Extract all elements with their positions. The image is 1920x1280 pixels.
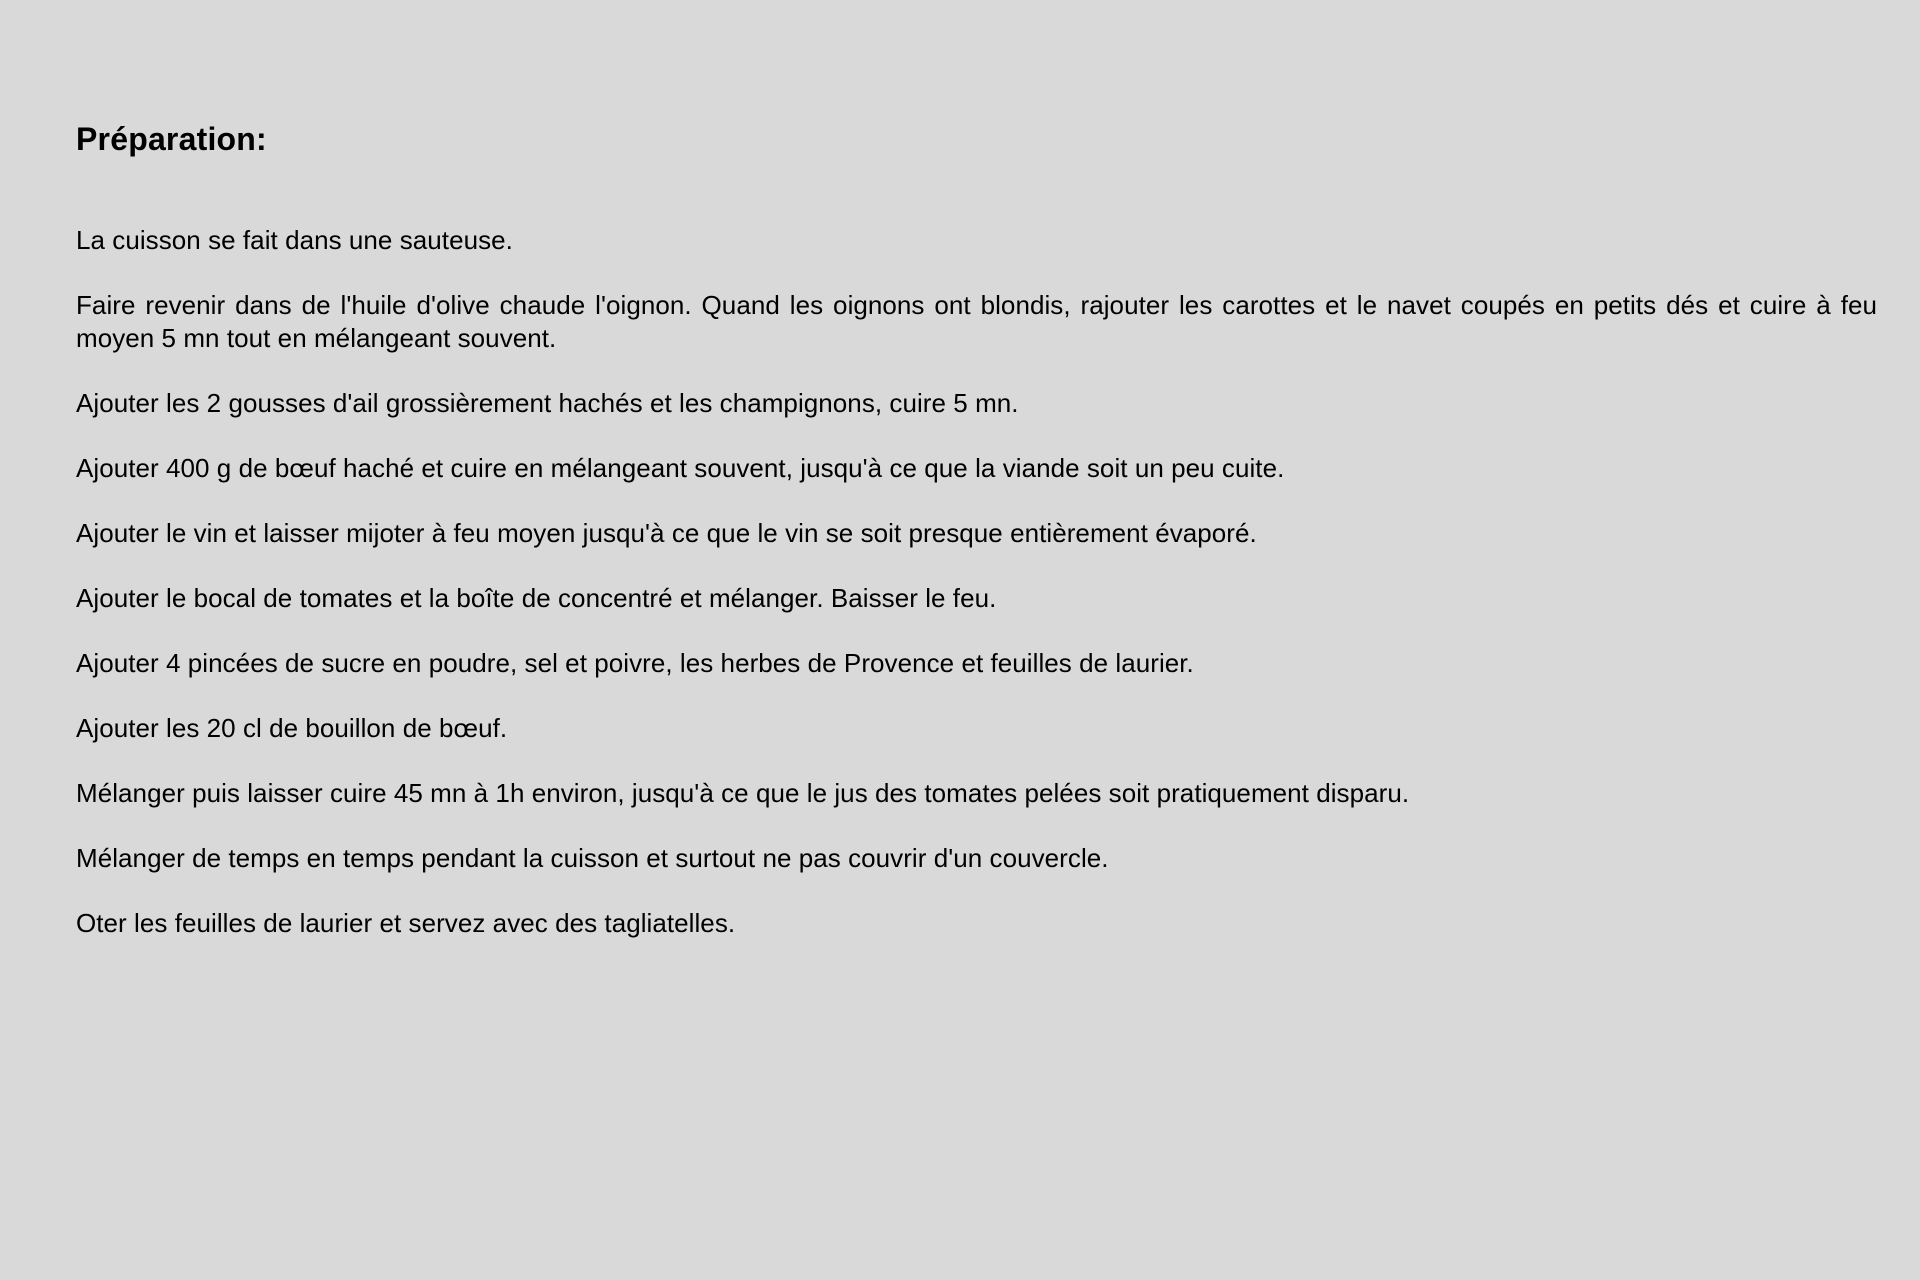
step-paragraph-6: Ajouter le bocal de tomates et la boîte de concentré et mélanger. Baisser le feu. xyxy=(76,583,997,613)
step-paragraph-10: Mélanger de temps en temps pendant la cuisson et surtout ne pas couvrir d'un couvercle. xyxy=(76,843,1109,873)
step-paragraph-2: Faire revenir dans de l'huile d'olive chaude l'oignon. Quand les oignons ont blondis, rajouter les carottes et le navet coupés en petits dés et cuire à feu moyen 5 mn tout en mélangeant souvent. xyxy=(76,290,1877,353)
step-paragraph-1: La cuisson se fait dans une sauteuse. xyxy=(76,225,513,255)
step-paragraph-8: Ajouter les 20 cl de bouillon de bœuf. xyxy=(76,713,508,743)
step-paragraph-9: Mélanger puis laisser cuire 45 mn à 1h environ, jusqu'à ce que le jus des tomates pelées soit pratiquement disparu. xyxy=(76,778,1410,808)
page-title: Préparation: xyxy=(76,121,267,157)
step-paragraph-7: Ajouter 4 pincées de sucre en poudre, sel et poivre, les herbes de Provence et feuilles de laurier. xyxy=(76,648,1194,678)
step-paragraph-4: Ajouter 400 g de bœuf haché et cuire en mélangeant souvent, jusqu'à ce que la viande soit un peu cuite. xyxy=(76,453,1285,483)
step-paragraph-3: Ajouter les 2 gousses d'ail grossièrement hachés et les champignons, cuire 5 mn. xyxy=(76,388,1019,418)
step-paragraph-11: Oter les feuilles de laurier et servez avec des tagliatelles. xyxy=(76,908,736,938)
step-paragraph-5: Ajouter le vin et laisser mijoter à feu moyen jusqu'à ce que le vin se soit presque entièrement évaporé. xyxy=(76,518,1257,548)
preparation-steps xyxy=(76,224,1877,972)
